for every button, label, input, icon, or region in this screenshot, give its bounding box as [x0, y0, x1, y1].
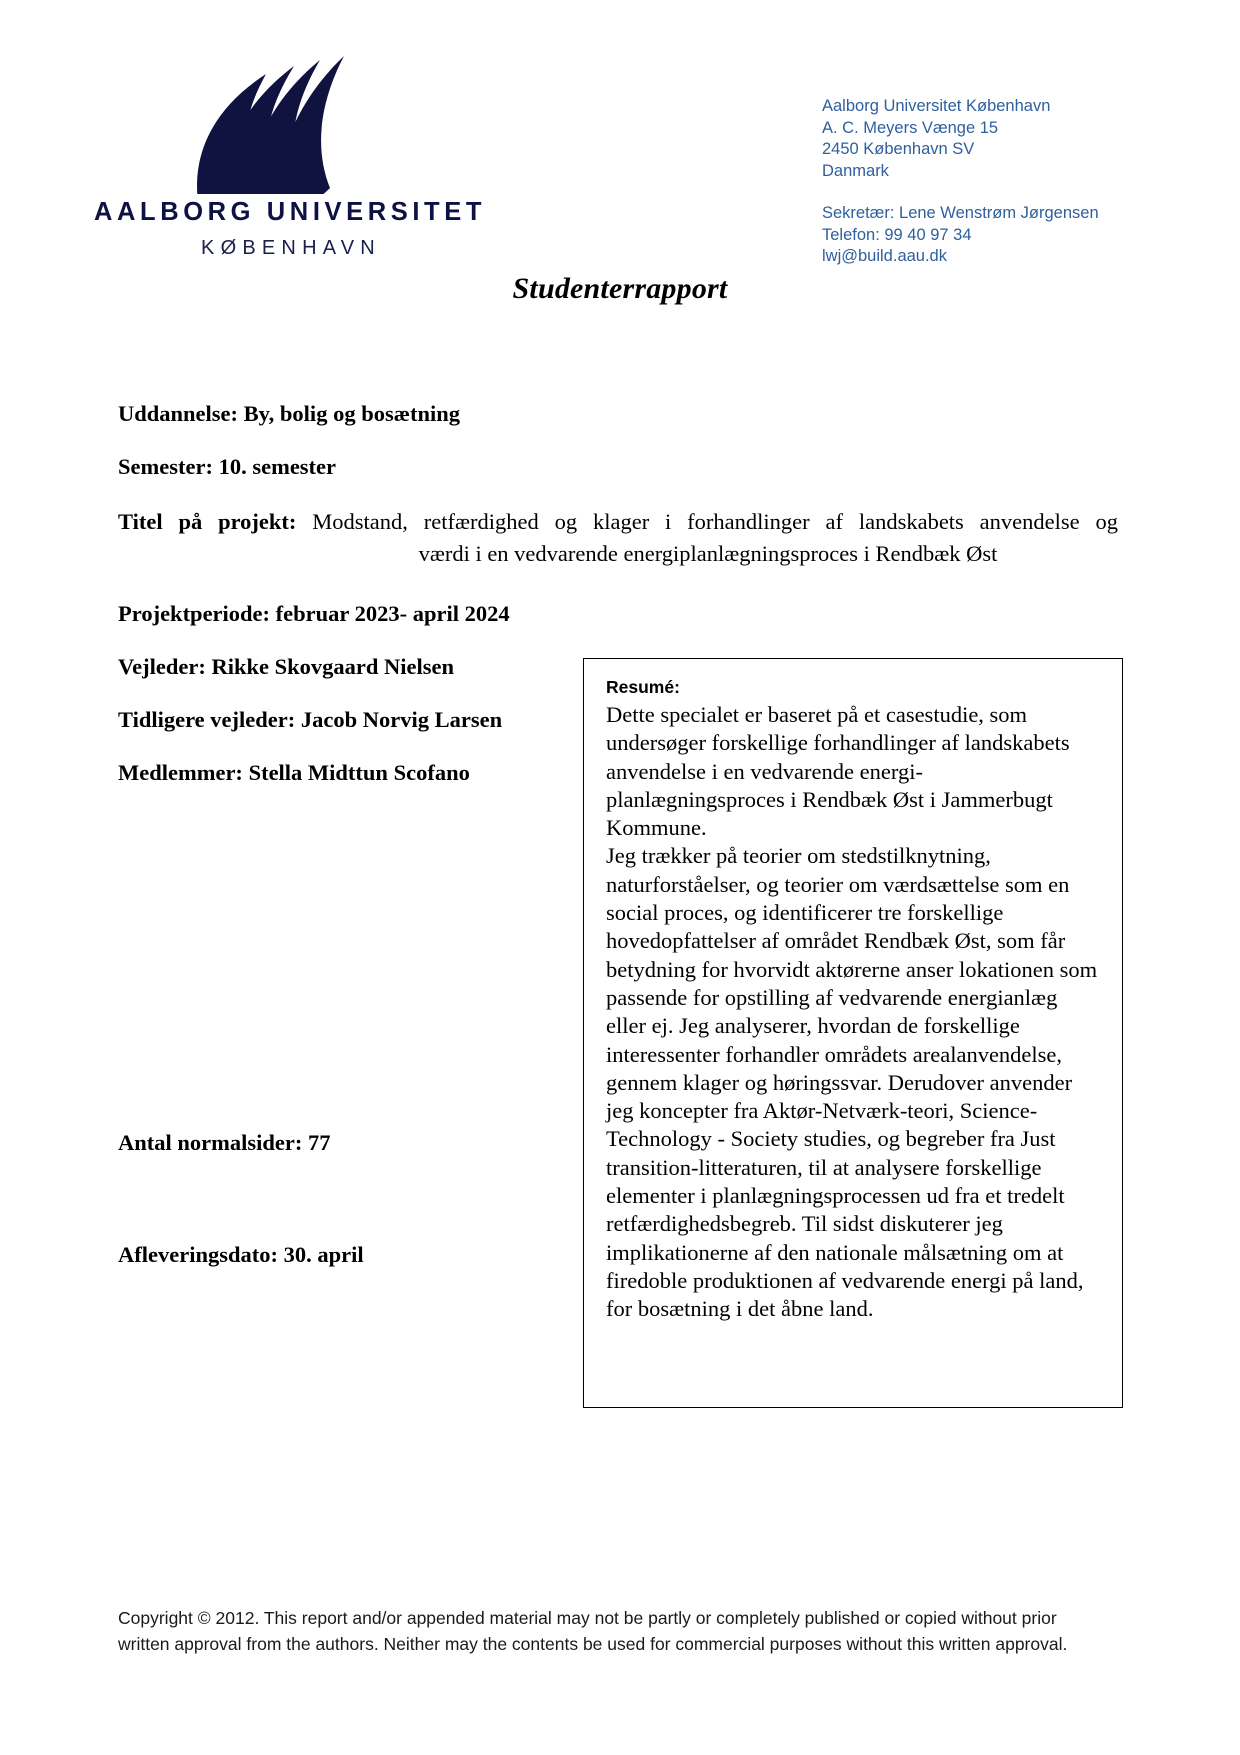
resume-body: [606, 701, 1100, 1324]
address-line-street: A. C. Meyers Vænge 15: [822, 118, 999, 137]
resume-box: [583, 658, 1123, 1408]
resume-paragraph-2: Jeg trækker på teorier om stedstilknytning, naturforståelser, og teorier om værdsættelse som en social proces, og identificerer tre forskellige hovedopfattelser af området Rendbæk Øst, som får betydning for hvorvidt aktørerne anser lokationen som passende for opstilling af vedvarende energianlæg eller ej. Jeg analyserer, hvordan de forskellige interessenter forhandler områdets arealanvendelse, gennem klager og høringssvar. Derudover anvender jeg koncepter fra Aktør-Netværk-teori, Science- Technology - Society studies, og begreber fra Just transition-litteraturen, til at analysere forskellige elementer i planlægningsprocessen ud fra et tredelt retfærdighedsbegreb. Til sidst diskuterer jeg implikationerne af den nationale målsætning om at firedoble produktionen af vedvarende energi på land, for bosætning i det åbne land.: [606, 843, 1098, 1322]
address-line-city: 2450 København SV: [822, 140, 975, 158]
copyright-footer: [118, 1605, 1118, 1657]
meta-row-semester: [118, 453, 1128, 481]
meta-row-project-title: [118, 506, 1118, 570]
aau-campus-label: KØBENHAVN: [201, 237, 381, 259]
institution-address: [822, 96, 1099, 268]
value-uddannelse: By, bolig og bosætning: [243, 401, 460, 426]
value-medlemmer: Stella Midttun Scofano: [248, 760, 470, 785]
page-header: [0, 0, 1240, 270]
email-line[interactable]: lwj@build.aau.dk: [822, 247, 947, 265]
label-medlemmer: Medlemmer:: [118, 760, 243, 785]
copyright-line-1: Copyright © 2012. This report and/or appended material may not be partly or completely published or copied without prior: [118, 1608, 1057, 1628]
aau-wordmark: AALBORG UNIVERSITET: [94, 198, 486, 226]
secretary-line: Sekretær: Lene Wenstrøm Jørgensen: [822, 204, 1099, 222]
meta-row-uddannelse: [118, 400, 1128, 428]
address-line-country: Danmark: [822, 161, 889, 180]
address-line-university: Aalborg Universitet København: [822, 97, 1051, 115]
value-semester: 10. semester: [218, 454, 337, 479]
label-titel: Titel på projekt:: [118, 509, 297, 534]
value-projektperiode: februar 2023- april 2024: [275, 601, 510, 626]
value-titel-line2: værdi i en vedvarende energiplanlægningsproces i Rendbæk Øst: [418, 541, 998, 566]
page-title: Studenterrapport: [512, 272, 728, 305]
meta-row-projektperiode: [118, 600, 1128, 628]
resume-heading: Resumé:: [606, 677, 680, 697]
label-semester: Semester:: [118, 454, 213, 479]
phone-line: Telefon: 99 40 97 34: [822, 225, 972, 244]
aau-flame-logo-icon: [88, 34, 488, 194]
label-vejleder: Vejleder:: [118, 654, 206, 679]
resume-paragraph-1: Dette specialet er baseret på et casestudie, som undersøger forskellige forhandlinger af landskabets anvendelse i en vedvarende energi-planlægningsproces i Rendbæk Øst i Jammerbugt Kommune.: [606, 702, 1070, 841]
copyright-line-2: written approval from the authors. Neither may the contents be used for commercial purposes without this written approval.: [118, 1634, 1068, 1654]
aau-logo-block: [88, 34, 488, 260]
meta-row-afleveringsdato: Afleveringsdato: 30. april: [118, 1242, 364, 1267]
label-uddannelse: Uddannelse:: [118, 401, 239, 426]
value-vejleder: Rikke Skovgaard Nielsen: [211, 654, 455, 679]
value-tidligere-vejleder: Jacob Norvig Larsen: [300, 707, 503, 732]
meta-row-antal-normalsider: Antal normalsider: 77: [118, 1130, 331, 1155]
label-tidligere-vejleder: Tidligere vejleder:: [118, 707, 296, 732]
label-projektperiode: Projektperiode:: [118, 601, 271, 626]
address-spacer: [822, 182, 1099, 203]
value-titel-line1: Modstand, retfærdighed og klager i forhandlinger af landskabets anvendelse og: [312, 509, 1119, 534]
